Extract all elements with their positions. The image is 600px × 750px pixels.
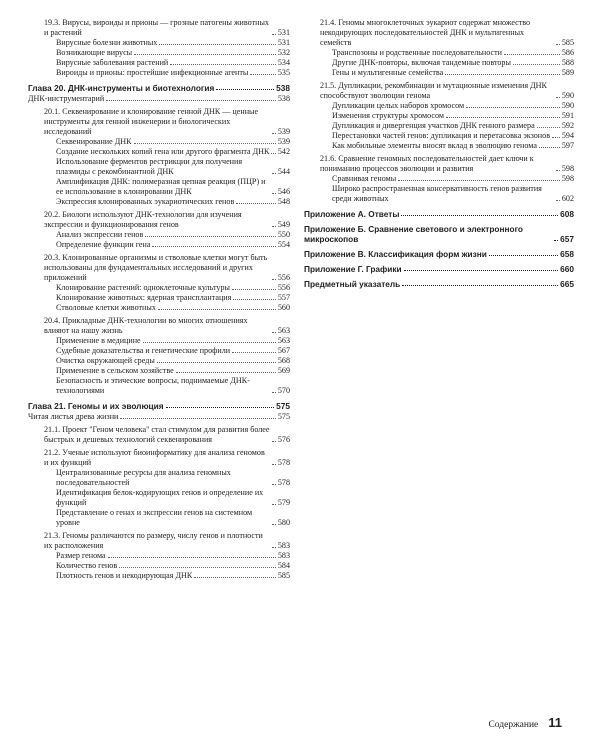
toc-entry-page: 538: [277, 94, 290, 103]
toc-entry[interactable]: [28, 356, 290, 366]
toc-dot-leader: [445, 74, 560, 75]
toc-entry-page: 575: [276, 401, 290, 411]
toc-entry-page: 560: [277, 303, 290, 312]
toc-dot-leader: [556, 200, 560, 201]
toc-entry[interactable]: [304, 48, 574, 58]
toc-entry-title: Судебные доказательства и генетические профили: [56, 346, 231, 355]
toc-dot-leader: [145, 236, 276, 237]
toc-dot-leader: [272, 332, 276, 333]
toc-dot-leader: [272, 392, 276, 393]
toc-right-column: [304, 18, 574, 290]
page-number: 11: [548, 715, 562, 730]
toc-entry-page: 563: [277, 336, 290, 345]
toc-entry-title: Возникающие вирусы: [56, 48, 133, 57]
toc-entry-title: Глава 20. ДНК-инструменты и биотехнология: [28, 83, 215, 93]
toc-entry-title: Сравнивая геномы: [332, 174, 397, 183]
toc-entry-page: 568: [277, 356, 290, 365]
toc-entry-title: Приложение Г. Графики: [304, 264, 402, 274]
toc-dot-leader: [556, 97, 560, 98]
toc-chapter-entry[interactable]: [28, 83, 290, 93]
toc-entry[interactable]: [28, 210, 290, 230]
toc-entry-page: 570: [277, 386, 290, 395]
toc-entry-page: 598: [561, 174, 574, 183]
toc-entry[interactable]: [28, 253, 290, 283]
toc-entry-title: 21.5. Дупликации, рекомбинации и мутационные изменения ДНК способствуют эволюции генома: [320, 81, 547, 100]
toc-entry-title: Количество генов: [56, 561, 118, 570]
toc-dot-leader: [466, 107, 560, 108]
toc-dot-leader: [232, 289, 276, 290]
toc-entry-page: 549: [277, 220, 290, 229]
footer-label: Содержание: [488, 720, 539, 730]
toc-entry-title: Как мобильные элементы вносят вклад в эволюцию генома: [332, 141, 537, 150]
toc-entry-page: 539: [277, 127, 290, 136]
toc-entry-title: 21.3. Геномы различаются по размеру, числу генов и плотности их расположения: [44, 531, 263, 550]
toc-entry-title: ДНК-инструментарий: [28, 94, 105, 103]
toc-entry-page: 586: [561, 48, 574, 57]
toc-entry-page: 660: [560, 264, 574, 274]
toc-entry-title: Экспрессия клонированных эукариотических генов: [56, 197, 235, 206]
toc-dot-leader: [537, 127, 560, 128]
toc-entry-title: Определение функции гена: [56, 240, 151, 249]
toc-entry-page: 585: [561, 38, 574, 47]
toc-dot-leader: [236, 203, 276, 204]
toc-entry-title: Широко распространенная консервативность генов развития среди животных: [332, 184, 542, 203]
toc-entry[interactable]: [304, 141, 574, 151]
toc-entry-page: 531: [277, 38, 290, 47]
toc-dot-leader: [398, 180, 560, 181]
toc-entry-page: 538: [276, 83, 290, 93]
toc-entry-title: Амплификация ДНК: полимеразная цепная реакция (ПЦР) и ее использование в клонировании ДНК: [56, 177, 266, 196]
toc-entry-page: 594: [561, 131, 574, 140]
toc-dot-leader: [504, 54, 560, 55]
toc-entry[interactable]: [28, 94, 290, 104]
toc-entry[interactable]: [304, 154, 574, 174]
toc-entry-title: Применение в сельском хозяйстве: [56, 366, 174, 375]
toc-entry-page: 598: [561, 164, 574, 173]
toc-entry-page: 546: [277, 187, 290, 196]
toc-entry[interactable]: [28, 177, 290, 197]
toc-entry-page: 554: [277, 240, 290, 249]
toc-dot-leader: [272, 504, 276, 505]
toc-entry-page: 557: [277, 293, 290, 302]
toc-entry-page: 602: [561, 194, 574, 203]
toc-entry[interactable]: [28, 366, 290, 376]
toc-entry[interactable]: [28, 316, 290, 336]
toc-dot-leader: [489, 255, 558, 256]
toc-dot-leader: [272, 464, 276, 465]
toc-dot-leader: [134, 54, 276, 55]
toc-entry-page: 597: [561, 141, 574, 150]
toc-entry-title: 20.3. Клонированные организмы и стволовые клетки могут быть использованы для фундаментальных исследований и других приложений: [44, 253, 268, 282]
toc-entry[interactable]: [304, 121, 574, 131]
toc-entry-title: Вирусные болезни животных: [56, 38, 158, 47]
toc-entry-title: 19.3. Вирусы, вироиды и прионы — грозные патогены животных и растений: [44, 18, 269, 37]
toc-entry-page: 539: [277, 137, 290, 146]
toc-dot-leader: [232, 352, 276, 353]
toc-entry[interactable]: [304, 18, 574, 48]
toc-chapter-entry[interactable]: [304, 264, 574, 274]
toc-entry-title: Очистка окружающей среды: [56, 356, 155, 365]
toc-entry-page: 535: [277, 68, 290, 77]
toc-entry[interactable]: [304, 58, 574, 68]
toc-dot-leader: [272, 173, 276, 174]
toc-entry-page: 591: [561, 111, 574, 120]
toc-dot-leader: [216, 89, 274, 90]
toc-entry[interactable]: [28, 571, 290, 581]
toc-entry-page: 531: [277, 28, 290, 37]
toc-entry-title: 21.6. Сравнение геномных последовательностей дает ключи к пониманию процессов эволюции и развития: [320, 154, 534, 173]
toc-dot-leader: [152, 246, 275, 247]
toc-entry-page: 569: [277, 366, 290, 375]
toc-dot-leader: [554, 240, 558, 241]
toc-chapter-entry[interactable]: [28, 401, 290, 411]
toc-entry-title: Изменения структуры хромосом: [332, 111, 444, 120]
toc-entry-title: Секвенирование ДНК: [56, 137, 132, 146]
toc-entry-title: Применение в медицине: [56, 336, 141, 345]
toc-entry-title: 21.1. Проект "Геном человека" стал стимулом для развития более быстрых и дешевых технологий секвенирования: [44, 425, 270, 444]
toc-dot-leader: [272, 484, 276, 485]
toc-dot-leader: [404, 270, 559, 271]
toc-chapter-entry[interactable]: [304, 279, 574, 289]
toc-entry[interactable]: [28, 197, 290, 207]
toc-dot-leader: [106, 100, 276, 101]
toc-entry-title: 20.4. Прикладные ДНК-технологии во многих отношениях влияют на нашу жизнь: [44, 316, 248, 335]
toc-entry-title: Использование ферментов рестрикции для получения плазмиды с рекомбинантной ДНК: [56, 157, 243, 176]
toc-entry-title: Глава 21. Геномы и их эволюция: [28, 401, 164, 411]
toc-dot-leader: [539, 147, 560, 148]
toc-entry-title: 21.2. Ученые используют биоинформатику для анализа геномов и их функций: [44, 448, 265, 467]
toc-entry-page: 590: [561, 91, 574, 100]
toc-entry-page: 592: [561, 121, 574, 130]
toc-entry-page: 567: [277, 346, 290, 355]
toc-dot-leader: [170, 64, 276, 65]
toc-entry-title: Анализ экспрессии генов: [56, 230, 144, 239]
toc-entry[interactable]: [28, 346, 290, 356]
toc-entry[interactable]: [28, 240, 290, 250]
toc-entry-title: Дупликация и дивергенция участков ДНК генного размера: [332, 121, 535, 130]
toc-dot-leader: [272, 524, 276, 525]
toc-entry[interactable]: [28, 448, 290, 468]
toc-dot-leader: [556, 170, 560, 171]
toc-entry-page: 579: [277, 498, 290, 507]
toc-entry-page: 532: [277, 48, 290, 57]
toc-dot-leader: [272, 279, 276, 280]
toc-dot-leader: [402, 285, 558, 286]
toc-entry-title: Гены и мультигенные семейства: [332, 68, 444, 77]
toc-chapter-entry[interactable]: [304, 249, 574, 259]
toc-entry-title: Приложение Б. Сравнение светового и электронного микроскопов: [304, 224, 524, 244]
toc-entry[interactable]: [28, 508, 290, 528]
toc-entry-page: 576: [277, 435, 290, 444]
toc-dot-leader: [119, 567, 276, 568]
toc-entry-page: 657: [560, 234, 574, 244]
toc-entry[interactable]: [304, 101, 574, 111]
toc-entry[interactable]: [304, 68, 574, 78]
toc-entry-page: 589: [561, 68, 574, 77]
toc-entry-page: 580: [277, 518, 290, 527]
toc-dot-leader: [250, 74, 276, 75]
toc-entry-title: Приложение А. Ответы: [304, 209, 400, 219]
toc-entry-title: Вирусные заболевания растений: [56, 58, 169, 67]
toc-dot-leader: [271, 153, 275, 154]
toc-entry-page: 534: [277, 58, 290, 67]
toc-entry-page: 548: [277, 197, 290, 206]
toc-entry-title: Стволовые клетки животных: [56, 303, 156, 312]
toc-dot-leader: [556, 44, 560, 45]
toc-entry[interactable]: [28, 68, 290, 78]
toc-entry[interactable]: [28, 230, 290, 240]
toc-entry-title: Представление о генах и экспрессии генов на системном уровне: [56, 508, 253, 527]
toc-dot-leader: [108, 557, 276, 558]
toc-dot-leader: [166, 407, 275, 408]
toc-entry-title: Транспозоны и родственные последовательности: [332, 48, 502, 57]
toc-entry[interactable]: [304, 81, 574, 101]
toc-left-column: [28, 18, 290, 581]
toc-entry[interactable]: [28, 157, 290, 177]
toc-entry-title: Вироиды и прионы: простейшие инфекционные агенты: [56, 68, 249, 77]
toc-entry-title: 20.2. Биологи используют ДНК-технологии для изучения экспрессии и функционирования генов: [44, 210, 242, 229]
toc-dot-leader: [272, 547, 276, 548]
toc-entry[interactable]: [28, 48, 290, 58]
toc-entry[interactable]: [28, 303, 290, 313]
toc-dot-leader: [446, 117, 560, 118]
toc-entry-page: 544: [277, 167, 290, 176]
toc-dot-leader: [158, 309, 276, 310]
toc-entry-title: Идентификация белок-кодирующих генов и определение их функций: [56, 488, 264, 507]
toc-entry[interactable]: [28, 18, 290, 38]
toc-entry-page: 585: [277, 571, 290, 580]
toc-entry[interactable]: [304, 184, 574, 204]
toc-entry[interactable]: [28, 147, 290, 157]
toc-entry-page: 658: [560, 249, 574, 259]
toc-entry[interactable]: [28, 293, 290, 303]
toc-dot-leader: [272, 133, 276, 134]
toc-entry-page: 550: [277, 230, 290, 239]
toc-entry-title: Другие ДНК-повторы, включая тандемные повторы: [332, 58, 511, 67]
toc-entry-title: 21.4. Геномы многоклеточных эукариот содержат множество некодирующих последовательностей ДНК и мультигенных семейств: [320, 18, 531, 47]
toc-entry-page: 583: [277, 551, 290, 560]
toc-entry[interactable]: [28, 412, 290, 422]
toc-entry[interactable]: [28, 488, 290, 508]
toc-entry[interactable]: [28, 58, 290, 68]
toc-entry-page: 590: [561, 101, 574, 110]
toc-entry-page: 578: [277, 458, 290, 467]
toc-dot-leader: [134, 143, 276, 144]
toc-entry[interactable]: [28, 376, 290, 396]
toc-entry-page: 556: [277, 283, 290, 292]
toc-dot-leader: [159, 44, 276, 45]
toc-entry-page: 584: [277, 561, 290, 570]
toc-entry[interactable]: [28, 425, 290, 445]
toc-dot-leader: [272, 34, 276, 35]
toc-entry[interactable]: [28, 561, 290, 571]
toc-dot-leader: [194, 577, 276, 578]
toc-entry-page: 578: [277, 478, 290, 487]
toc-dot-leader: [157, 362, 276, 363]
page-footer: [488, 715, 562, 730]
toc-entry[interactable]: [28, 531, 290, 551]
toc-entry[interactable]: [304, 111, 574, 121]
toc-entry[interactable]: [28, 336, 290, 346]
toc-entry-page: 556: [277, 273, 290, 282]
toc-entry-page: 583: [277, 541, 290, 550]
toc-entry-page: 588: [561, 58, 574, 67]
toc-entry-title: Клонирование растений: одноклеточные культуры: [56, 283, 230, 292]
toc-entry-title: Централизованные ресурсы для анализа геномных последовательностей: [56, 468, 231, 487]
toc-chapter-entry[interactable]: [304, 224, 574, 244]
toc-entry-page: 665: [560, 279, 574, 289]
toc-entry-title: Безопасность и этические вопросы, поднимаемые ДНК-технологиями: [56, 376, 250, 395]
toc-entry-page: 542: [277, 147, 290, 156]
toc-dot-leader: [513, 64, 560, 65]
toc-dot-leader: [272, 193, 276, 194]
toc-dot-leader: [233, 299, 276, 300]
toc-entry-title: Плотность генов и некодирующая ДНК: [56, 571, 193, 580]
toc-entry-page: 608: [560, 209, 574, 219]
toc-entry[interactable]: [304, 131, 574, 141]
toc-entry[interactable]: [28, 137, 290, 147]
toc-dot-leader: [272, 226, 276, 227]
toc-dot-leader: [176, 372, 276, 373]
toc-entry-title: Предметный указатель: [304, 279, 401, 289]
toc-entry-title: Клонирование животных: ядерная трансплантация: [56, 293, 232, 302]
toc-dot-leader: [120, 418, 275, 419]
toc-entry-title: Создание нескольких копий гена или другого фрагмента ДНК: [56, 147, 270, 156]
toc-chapter-entry[interactable]: [304, 209, 574, 219]
toc-entry-title: Дупликации целых наборов хромосом: [332, 101, 465, 110]
toc-entry[interactable]: [28, 551, 290, 561]
toc-dot-leader: [401, 215, 558, 216]
toc-entry-page: 575: [277, 412, 290, 421]
toc-entry[interactable]: [304, 174, 574, 184]
toc-entry[interactable]: [28, 468, 290, 488]
toc-entry-title: Перестановки частей генов: дупликация и перетасовка экзонов: [332, 131, 551, 140]
toc-entry-page: 563: [277, 326, 290, 335]
toc-entry[interactable]: [28, 38, 290, 48]
toc-dot-leader: [143, 342, 276, 343]
toc-entry[interactable]: [28, 283, 290, 293]
toc-entry-title: Размер генома: [56, 551, 106, 560]
toc-dot-leader: [272, 441, 276, 442]
toc-entry-title: Читая листья древа жизни: [28, 412, 119, 421]
toc-entry-title: 20.1. Секвенирование и клонирование генной ДНК — ценные инструменты для генной инженерии и биологических исследований: [44, 107, 259, 136]
toc-dot-leader: [552, 137, 560, 138]
toc-entry-title: Приложение В. Классификация форм жизни: [304, 249, 487, 259]
toc-entry[interactable]: [28, 107, 290, 137]
